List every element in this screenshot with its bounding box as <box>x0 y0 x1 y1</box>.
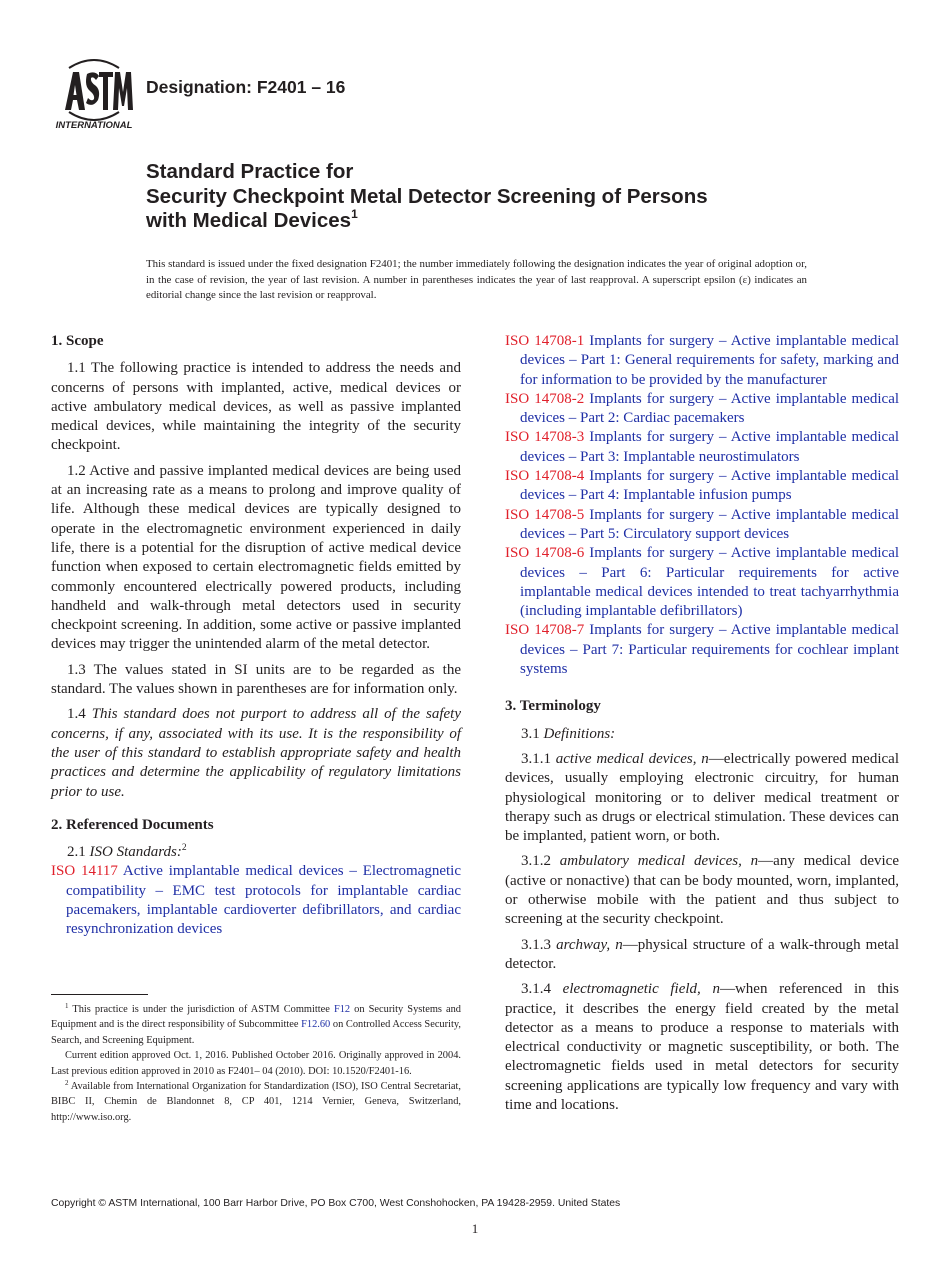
reference-item[interactable]: ISO 14708-4 Implants for surgery – Active implantable medical devices – Part 4: Implantable infusion pumps <box>505 468 900 504</box>
designation: Designation: F2401 – 16 <box>146 77 346 97</box>
footnote-divider <box>51 994 148 995</box>
reference-item[interactable]: ISO 14708-3 Implants for surgery – Active implantable medical devices – Part 3: Implantable neurostimulators <box>505 429 900 465</box>
definition-3-1-4: 3.1.4 electromagnetic field, n—when referenced in this practice, it describes the energy field created by the metal detector as a means to produce a response to materials with electrical conductivity or magnetic susceptibility, or both. The electromagnetic fields used in metal detectors for security screening applications are typically low frequency and vary with time and locations. <box>505 981 900 1113</box>
title-line-2: Security Checkpoint Metal Detector Screening of Persons <box>146 184 708 208</box>
reference-item[interactable]: ISO 14708-6 Implants for surgery – Active implantable medical devices – Part 6: Particular requirements for active implantable medical devices intended to treat tachyarrhythmia (including implantable defibrillators) <box>505 545 900 620</box>
reference-item[interactable]: ISO 14117 Active implantable medical devices – Electromagnetic compatibility – EMC test protocols for implantable cardiac pacemakers, implantable cardioverter defibrillators, and cardiac resynchronization devices <box>51 863 461 938</box>
copyright-notice: Copyright © ASTM International, 100 Barr Harbor Drive, PO Box C700, West Conshohocken, PA 19428-2959. United States <box>51 1198 621 1209</box>
title-line-3: with Medical Devices$^1$ <box>146 207 358 232</box>
scope-paragraph-1-3: 1.3 The values stated in SI units are to be regarded as the standard. The values shown in parentheses are for information only. <box>51 661 461 698</box>
section-heading-scope: 1. Scope <box>51 333 104 349</box>
section-heading-terminology: 3. Terminology <box>505 698 601 715</box>
page-number: 1 <box>471 1221 479 1236</box>
reference-item[interactable]: ISO 14708-2 Implants for surgery – Active implantable medical devices – Part 2: Cardiac pacemakers <box>505 390 900 427</box>
reference-item[interactable]: ISO 14708-1 Implants for surgery – Active implantable medical devices – Part 1: General requirements for safety, marking and for information to be provided by the manufacturer <box>505 333 900 388</box>
definition-3-1-3: 3.1.3 archway, n—physical structure of a walk-through metal detector. <box>505 936 899 972</box>
title-line-1: Standard Practice for <box>146 160 354 183</box>
scope-paragraph-1-1: 1.1 The following practice is intended to address the needs and concerns of persons with implanted, active, medical devices or active ambulatory medical devices, as well as passive implanted medical devices, while maintaining the integrity of the security checkpoint. <box>51 360 461 454</box>
scope-paragraph-1-2: 1.2 Active and passive implanted medical devices are being used at an increasing rate as a means to prolong and improve quality of life. Although these medical devices are typically designed to operate in the electromagnetic environment experienced in daily life, there is a potential for the disruption of active medical device function when exposed to certain electromagnetic fields emitted by commonly encountered electrically powered products, including handheld and walk-through metal detectors used in security checkpoint screening. In addition, some active or passive implanted devices may trigger the unintended alarm of the metal detector. <box>51 462 461 653</box>
footnote-1: $^1$ This practice is under the jurisdiction of ASTM Committee F12 on Security Systems and Equipment and is the direct responsibility of Subcommittee F12.60 on Controlled Access Security, Search, and Screening Equipment. <box>51 1002 461 1046</box>
definition-3-1-2: 3.1.2 ambulatory medical devices, n—any medical device (active or nonactive) that can be body mounted, worn, implanted, or otherwise mobile with the patient and thus subject to screening at the security checkpoint. <box>505 853 899 928</box>
definition-3-1-1: 3.1.1 active medical devices, n—electrically powered medical devices, usually employing electronic circuitry, for human physiological monitoring or to deliver medical treatment or therapy such as drugs or electrical stimulation. These devices can be implanted, patient worn, or both. <box>505 750 899 845</box>
footnotes <box>51 1002 461 1125</box>
reference-item[interactable]: ISO 14708-7 Implants for surgery – Active implantable medical devices – Part 7: Particular requirements for cochlear implant systems <box>505 622 900 678</box>
scope-paragraph-1-4: 1.4 This standard does not purport to address all of the safety concerns, if any, associated with its use. It is the responsibility of the user of this standard to establish appropriate safety and health practices and determine the applicability of regulatory limitations prior to use. <box>51 706 462 800</box>
preamble: This standard is issued under the fixed designation F2401; the number immediately following the designation indicates the year of original adoption or, in the case of revision, the year of last revision. A number in parentheses indicates the year of last reapproval. A superscript epsilon (ε) indicates an editorial change since the last revision or reapproval. <box>146 258 807 301</box>
footnote-1-edition: Current edition approved Oct. 1, 2016. Published October 2016. Originally approved in 2004. Last previous edition approved in 2010 as F2401– 04 (2010). DOI: 10.1520/F2401-16. <box>51 1050 461 1077</box>
iso-standards-label: 2.1 ISO Standards:$^2$ <box>67 843 187 861</box>
committee-link[interactable]: F12 <box>333 1004 351 1015</box>
title-footnote-marker: 1 <box>351 207 358 221</box>
astm-international-logo <box>51 58 137 134</box>
subcommittee-link[interactable]: F12.60 <box>301 1019 331 1031</box>
left-column <box>51 332 461 940</box>
definitions-label: 3.1 Definitions: <box>521 725 616 742</box>
logo-wordmark: INTERNATIONAL <box>55 120 133 131</box>
document-title <box>146 160 846 234</box>
footnote-2: $^2$ Available from International Organization for Standardization (ISO), ISO Central Secretariat, BIBC II, Chemin de Blandonnet 8, CP 401, 1214 Vernier, Geneva, Switzerland, http://www.iso.org. <box>51 1079 461 1123</box>
reference-item[interactable]: ISO 14708-5 Implants for surgery – Active implantable medical devices – Part 5: Circulatory support devices <box>505 506 900 542</box>
section-heading-referenced-documents: 2. Referenced Documents <box>51 816 214 833</box>
right-column <box>505 332 899 1121</box>
